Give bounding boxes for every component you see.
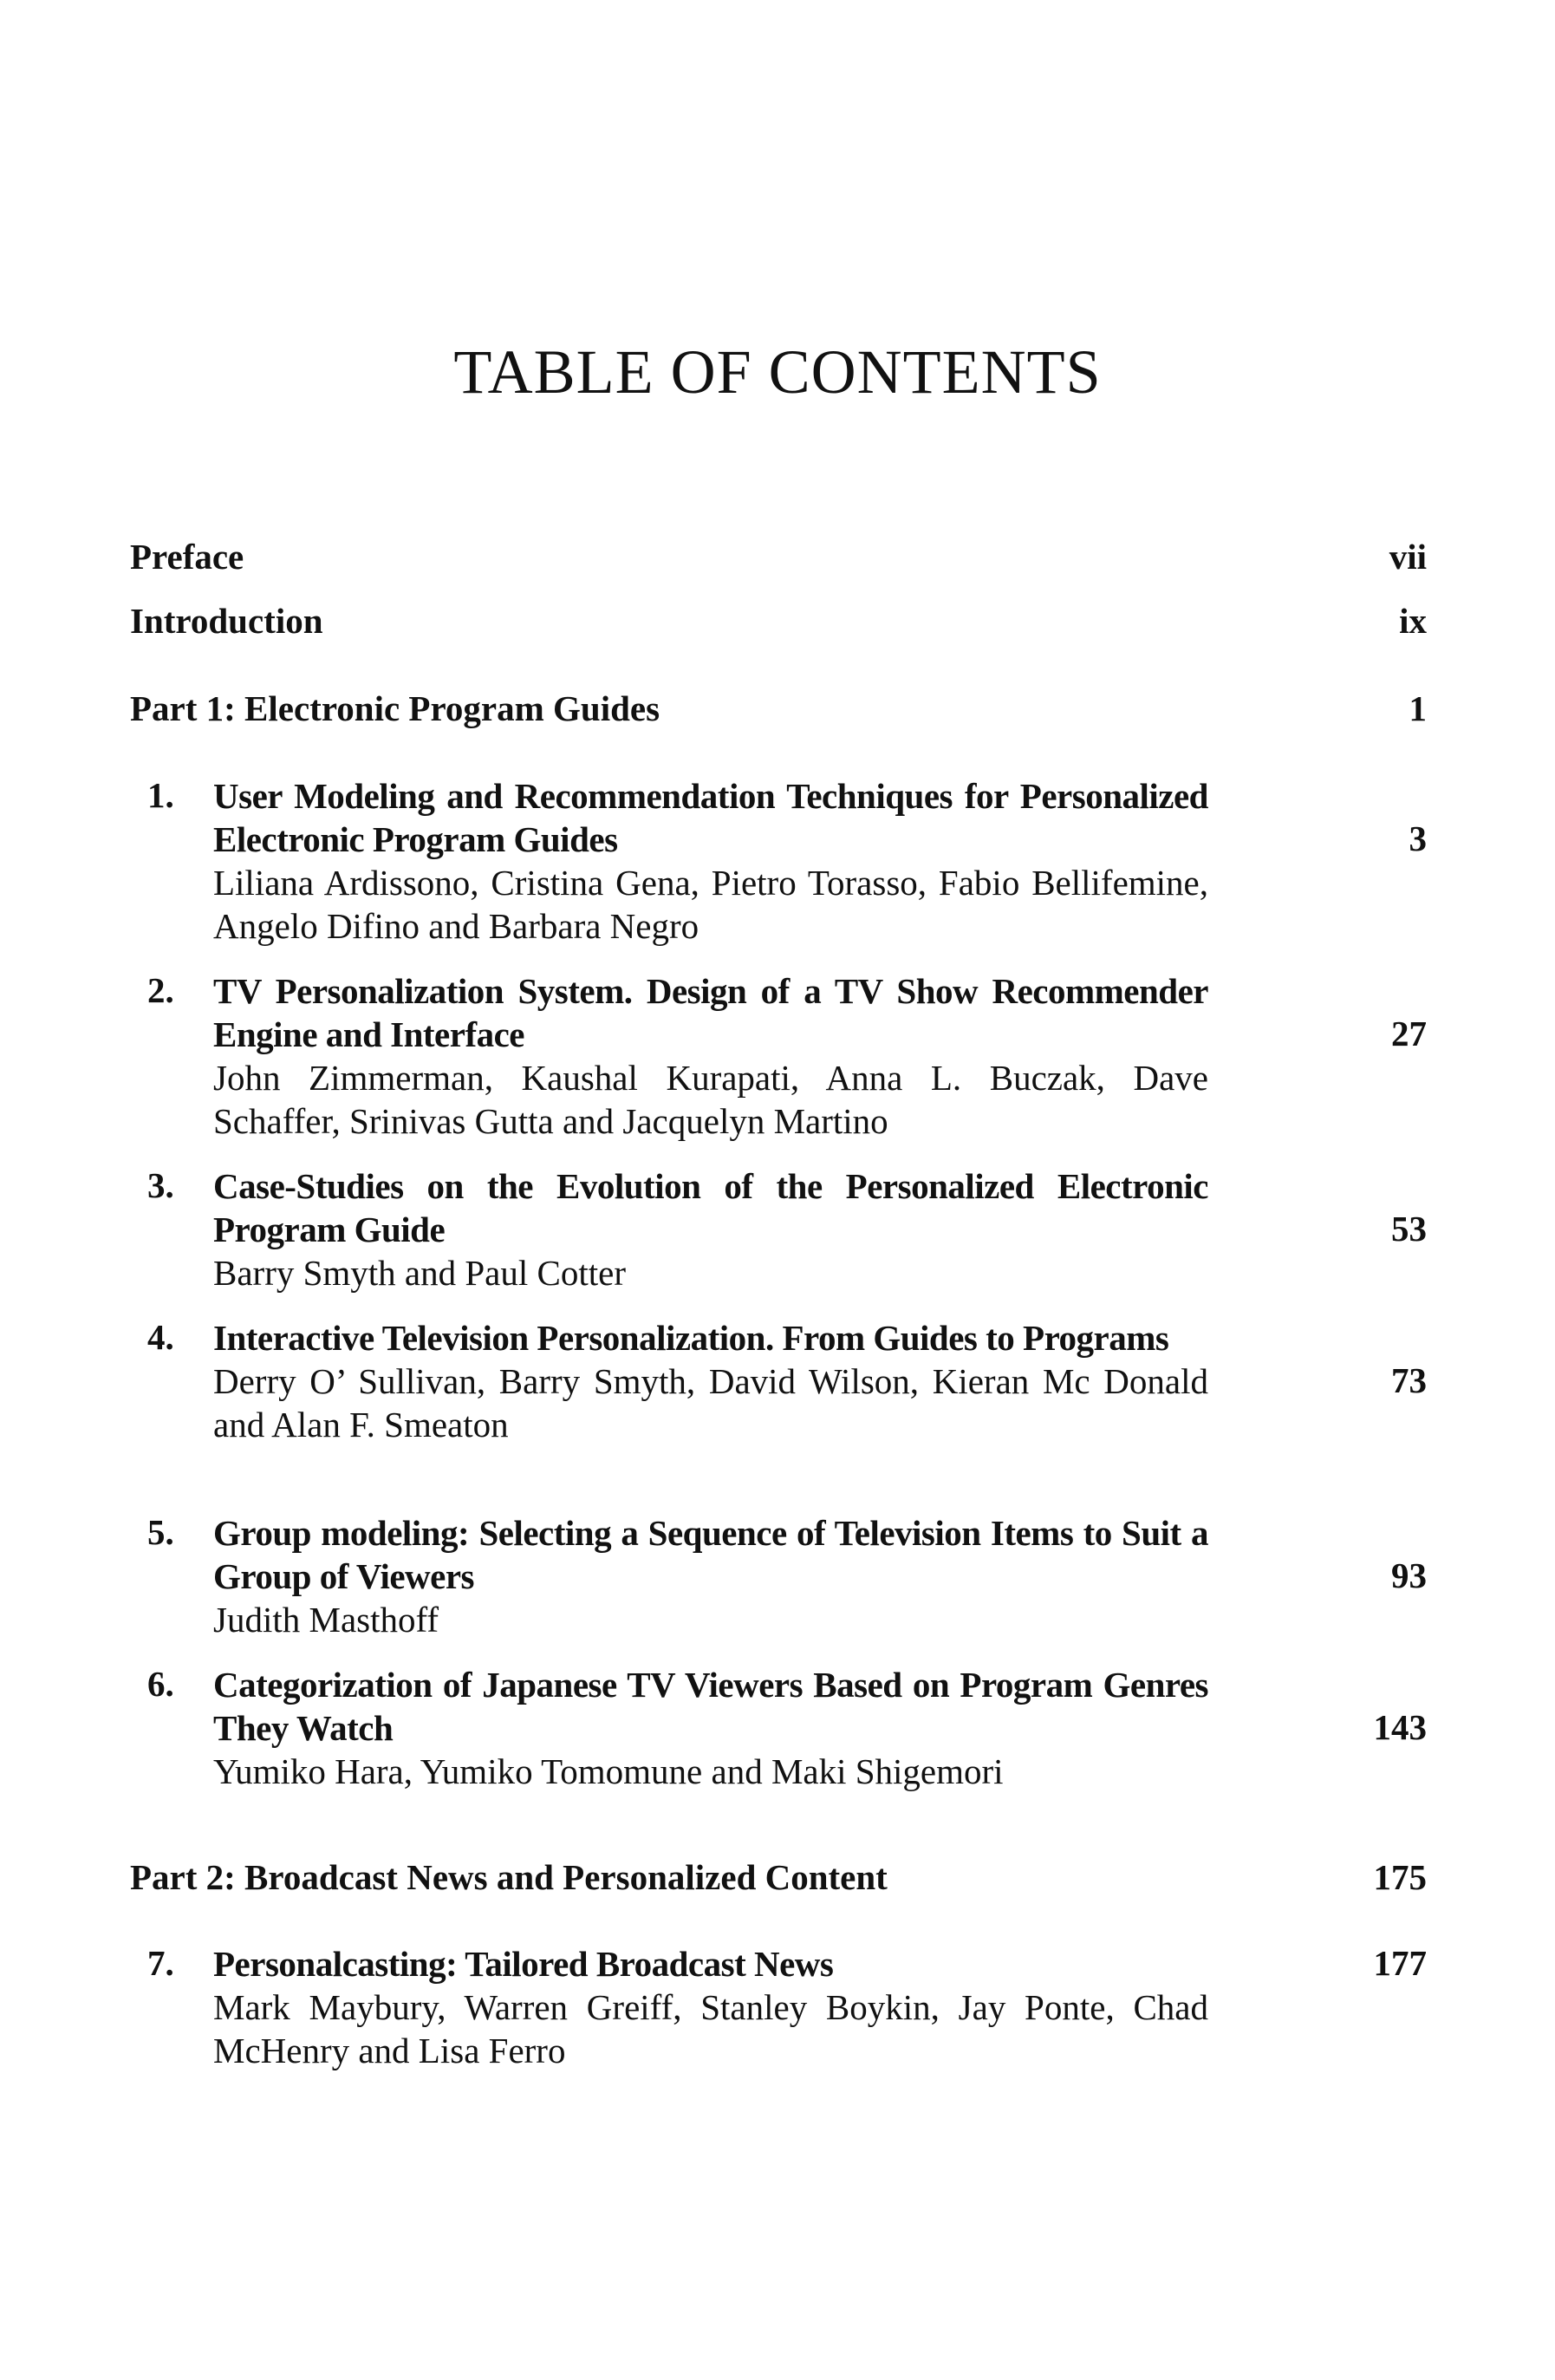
entry-label: Preface [130, 537, 244, 577]
chapter-authors: Judith Masthoff [213, 1600, 439, 1640]
chapter-number: 3. [147, 1165, 174, 1205]
chapter-number: 7. [147, 1943, 174, 1983]
chapter-number: 5. [147, 1512, 174, 1552]
chapter-page: 143 [1373, 1707, 1427, 1747]
chapter-title: TV Personalization System. Design of a TV Show Recommender Engine and Interface [213, 971, 1208, 1054]
page-title: TABLE OF CONTENTS [453, 337, 1102, 407]
entry-page: ix [1399, 601, 1427, 641]
chapter-authors: Barry Smyth and Paul Cotter [213, 1253, 627, 1293]
chapter-page: 27 [1391, 1014, 1427, 1053]
chapter-page: 177 [1373, 1943, 1427, 1983]
chapter-title: User Modeling and Recommendation Techniques for Personalized Electronic Program Guides [213, 776, 1208, 859]
chapter-title: Personalcasting: Tailored Broadcast News [213, 1944, 834, 1984]
toc-entry-preface[interactable] [130, 536, 1427, 584]
chapter-number: 2. [147, 970, 174, 1010]
chapter-authors: John Zimmerman, Kaushal Kurapati, Anna L. Buczak, Dave Schaffer, Srinivas Gutta and Jacquelyn Martino [213, 1058, 1208, 1141]
chapter-authors: Mark Maybury, Warren Greiff, Stanley Boykin, Jay Ponte, Chad McHenry and Lisa Ferro [213, 1987, 1208, 2070]
entry-page: vii [1389, 537, 1427, 577]
entry-label: Introduction [130, 601, 323, 641]
part-page: 1 [1409, 688, 1427, 728]
chapter-page: 53 [1391, 1209, 1427, 1249]
toc-part-1[interactable] [130, 688, 1427, 736]
part-label: Part 2: Broadcast News and Personalized Content [130, 1857, 888, 1897]
part-page: 175 [1373, 1857, 1427, 1897]
chapter-page: 73 [1391, 1360, 1427, 1400]
chapter-number: 1. [147, 775, 174, 815]
chapter-page: 93 [1391, 1555, 1427, 1595]
chapter-title: Interactive Television Personalization. From Guides to Programs [213, 1318, 1169, 1358]
part-label: Part 1: Electronic Program Guides [130, 688, 660, 728]
chapter-title: Group modeling: Selecting a Sequence of Television Items to Suit a Group of Viewers [213, 1513, 1208, 1596]
chapter-authors: Yumiko Hara, Yumiko Tomomune and Maki Shigemori [213, 1751, 1004, 1791]
chapter-page: 3 [1409, 818, 1427, 858]
chapter-number: 4. [147, 1317, 174, 1357]
chapter-title: Categorization of Japanese TV Viewers Based on Program Genres They Watch [213, 1665, 1208, 1748]
chapter-title: Case-Studies on the Evolution of the Personalized Electronic Program Guide [213, 1166, 1208, 1249]
toc-entry-introduction[interactable] [130, 600, 1427, 649]
chapter-authors: Derry O’ Sullivan, Barry Smyth, David Wilson, Kieran Mc Donald and Alan F. Smeaton [213, 1361, 1208, 1444]
toc-part-2[interactable] [130, 1856, 1427, 1905]
chapter-number: 6. [147, 1664, 174, 1704]
chapter-authors: Liliana Ardissono, Cristina Gena, Pietro Torasso, Fabio Bellifemine, Angelo Difino and Barbara Negro [213, 863, 1208, 946]
